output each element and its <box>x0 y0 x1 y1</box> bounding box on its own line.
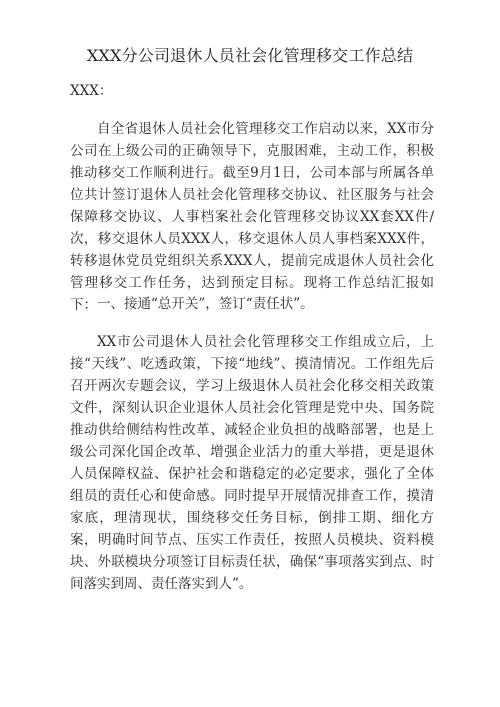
document-title: XXX分公司退休人员社会化管理移交工作总结 <box>86 46 414 65</box>
paragraph-intro: 自全省退休人员社会化管理移交工作启动以来，XX市分公司在上级公司的正确领导下，克服困难，主动工作，积极推动移交工作顺利进行。截至9月1日，公司本部与所属各单位共计签订退休人员社会化管理移交协议、社区服务与社会保障移交协议、人事档案社会化管理移交协议XX套XX件/次，移交退休人员XXX人，移交退休人员人事档案XXX件，转移退休党员党组织关系XXX人，提前完成退休人员社会化管理移交工作任务，达到预定目标。现将工作总结汇报如下： <box>70 121 434 313</box>
section-heading-1: 一、接通“总开关”，签订“责任状”。 <box>97 296 314 312</box>
paragraph-section-1: XX市公司退休人员社会化管理移交工作组成立后，上接“天线”、吃透政策，下接“地线”、摸清情况。工作组先后召开两次专题会议，学习上级退休人员社会化移交相关政策文件，深刻认识企业退休人员社会化管理是党中央、国务院推动供给侧结构性改革、减轻企业负担的战略部署，也是上级公司深化国企改革、增强企业活力的重大举措，更是退休人员保障权益、保护社会和谐稳定的必定要求，强化了全体组员的责任心和使命感。同时提早开展情况排查工作，摸清家底，理清现状，围绕移交任务目标，倒排工期、细化方案，明确时间节点、压实工作责任，按照人员模块、资料模块、外联模块分项签订目标责任状，确保“事项落实到点、时间落实到周、责任落实到人”。 <box>70 334 434 592</box>
salutation: XXX： <box>70 83 113 99</box>
